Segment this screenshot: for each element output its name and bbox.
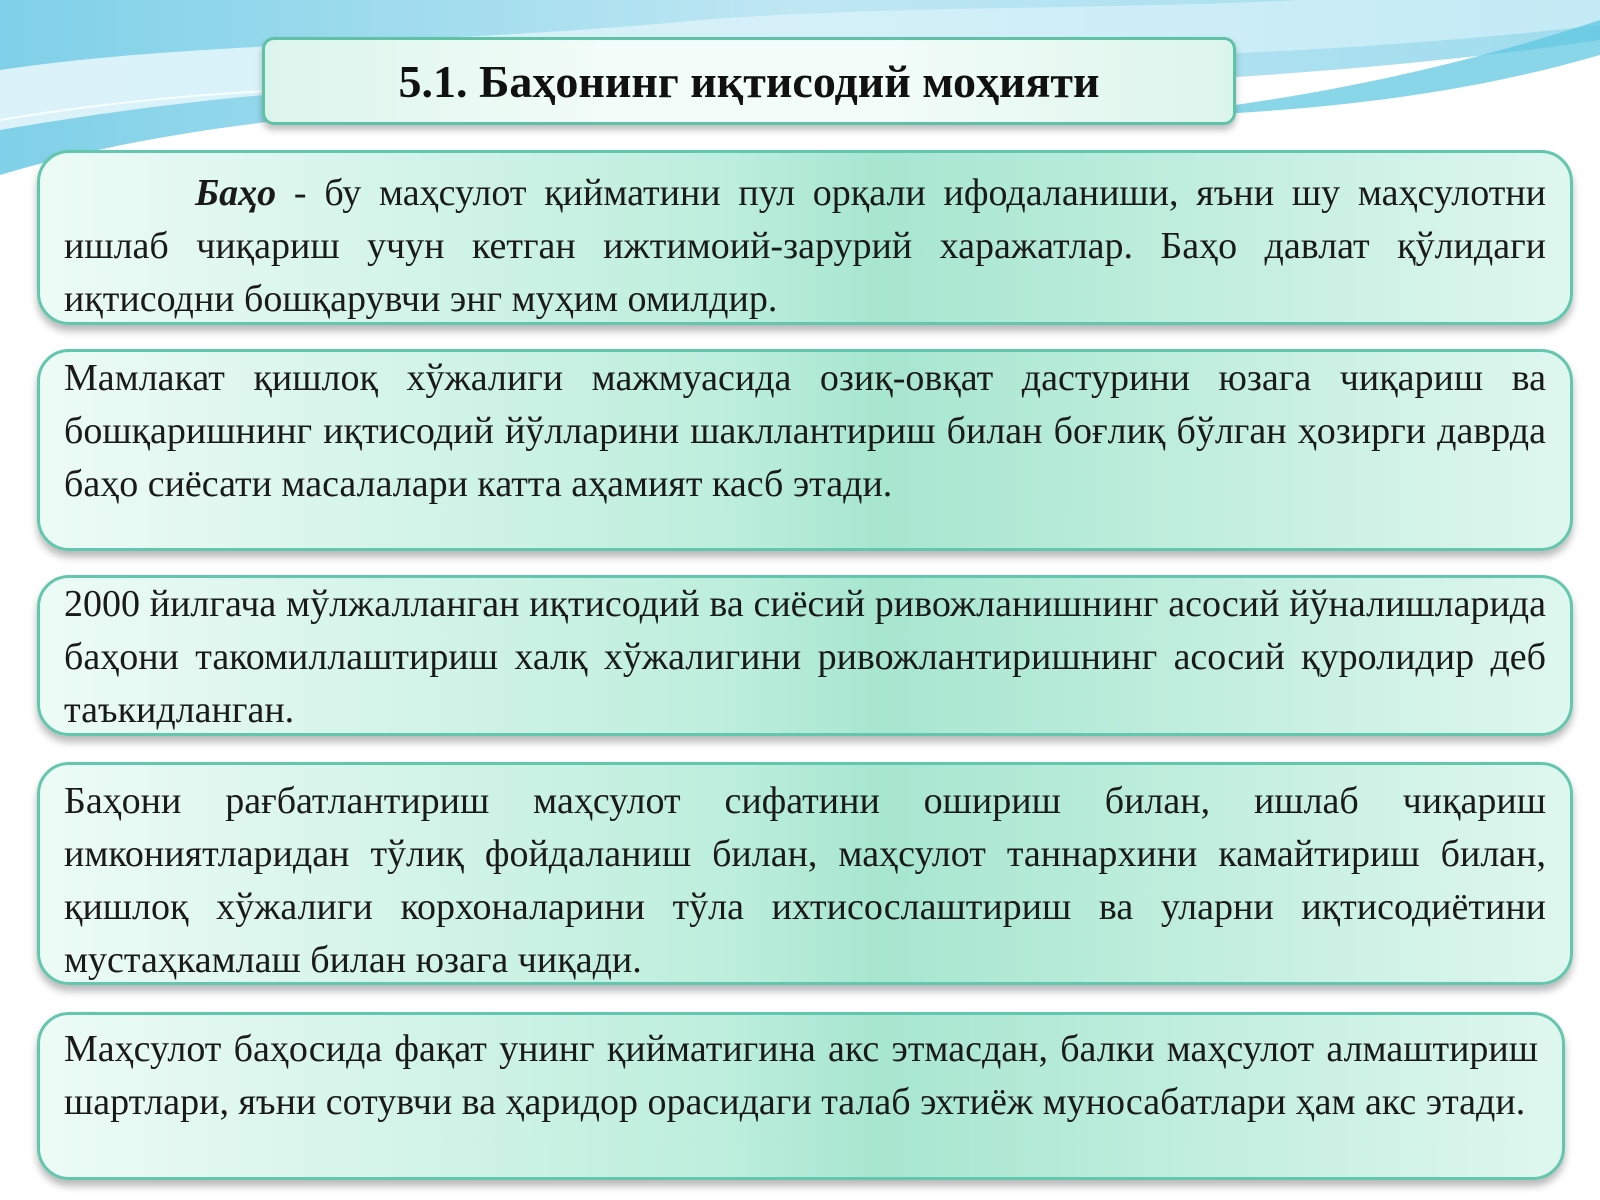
text-block-2 <box>37 349 1573 551</box>
paragraph-2: Мамлакат қишлоқ хўжалиги мажмуасида озиқ-овқат дастурини юзага чиқариш ва бошқаришнинг иқтисодий йўлларини шакллантириш билан боғлиқ бўлган ҳозирги даврда баҳо сиёсати масалалари катта аҳамият касб этади. <box>64 357 1546 505</box>
term-baho: Баҳо <box>195 172 277 214</box>
title-box <box>262 37 1236 125</box>
slide-title: 5.1. Баҳонинг иқтисодий моҳияти <box>398 55 1100 107</box>
paragraph-4: Баҳони рағбатлантириш маҳсулот сифатини ошириш билан, ишлаб чиқариш имкониятларидан тўлиқ фойдаланиш билан, маҳсулот таннархини камайтириш билан, қишлоқ хўжалиги корхоналарини тўла ихтисослаштириш ва уларни иқтисодиётини мустаҳкамлаш билан юзага чиқади. <box>64 780 1546 981</box>
paragraph-1 <box>64 167 1546 325</box>
text-block-3 <box>37 575 1573 736</box>
text-block-4 <box>37 762 1573 985</box>
text-block-1 <box>37 150 1573 325</box>
paragraph-3: 2000 йилгача мўлжалланган иқтисодий ва сиёсий ривожланишнинг асосий йўналишларида баҳони такомиллаштириш халқ хўжалигини ривожлантиришнинг асосий қуролидир деб таъкидланган. <box>64 583 1546 731</box>
paragraph-1-text: - бу маҳсулот қийматини пул орқали ифодаланиши, яъни шу маҳсулотни ишлаб чиқариш учун кетган ижтимоий-зарурий харажатлар. Баҳо давлат қўлидаги иқтисодни бошқарувчи энг муҳим омилдир. <box>64 172 1546 320</box>
text-block-5 <box>37 1012 1565 1180</box>
paragraph-5: Маҳсулот баҳосида фақат унинг қийматигина акс этмасдан, балки маҳсулот алмаштириш шартлари, яъни сотувчи ва ҳаридор орасидаги талаб эхтиёж муносабатлари ҳам акс этади. <box>64 1028 1538 1123</box>
